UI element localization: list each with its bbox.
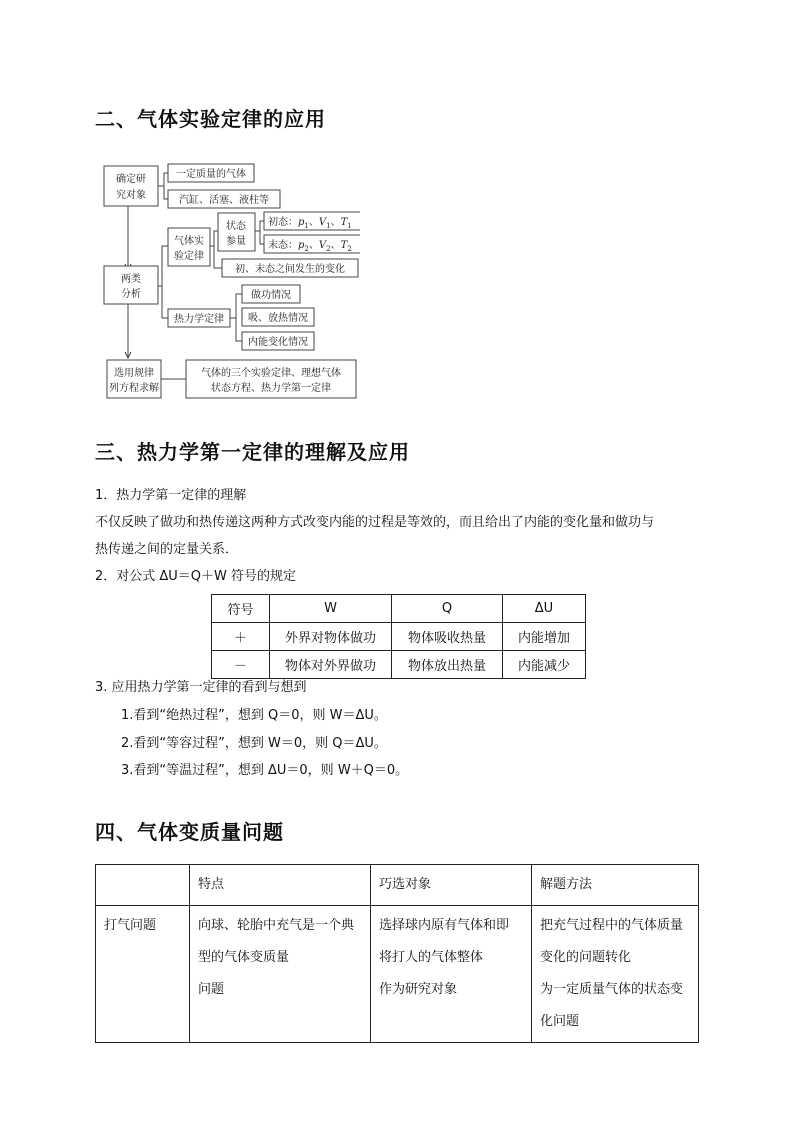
sub-item-1: 1.看到“绝热过程”，想到 Q＝0，则 W＝ΔU。 bbox=[121, 708, 387, 723]
table-header-cell bbox=[96, 865, 190, 906]
table-cell: 物体放出热量 bbox=[392, 651, 503, 679]
label: 究对象 bbox=[116, 190, 146, 201]
label: 参量 bbox=[226, 236, 246, 247]
table-header-cell: 巧选对象 bbox=[371, 865, 532, 906]
section-4-title: 四、气体变质量问题 bbox=[95, 820, 284, 844]
label: 验定律 bbox=[174, 251, 204, 262]
table-cell bbox=[190, 906, 371, 1043]
connector bbox=[230, 294, 242, 318]
label: 状态 bbox=[226, 221, 246, 232]
table-cell bbox=[532, 906, 699, 1043]
label: 选用规律 bbox=[114, 368, 154, 379]
table-header-cell: W bbox=[270, 595, 392, 623]
table-header-row bbox=[96, 865, 699, 906]
section-3-title: 三、热力学第一定律的理解及应用 bbox=[95, 440, 410, 464]
table-header-cell: 解题方法 bbox=[532, 865, 699, 906]
sign-convention-table bbox=[211, 594, 586, 679]
table-row bbox=[96, 906, 699, 1043]
cell-line: 问题 bbox=[198, 982, 225, 997]
cell-line: 作为研究对象 bbox=[379, 982, 458, 997]
label: 热力学定律 bbox=[174, 314, 224, 325]
variable-mass-table bbox=[95, 864, 699, 1043]
table-cell: 内能增加 bbox=[503, 623, 586, 651]
connector bbox=[255, 221, 264, 231]
table-cell: 物体对外界做功 bbox=[270, 651, 392, 679]
paragraph-line-1: 不仅反映了做功和热传递这两种方式改变内能的过程是等效的，而且给出了内能的变化量和做功与 bbox=[95, 515, 655, 530]
label: 状态方程、热力学第一定律 bbox=[211, 383, 331, 394]
item-2: 2．对公式 ΔU＝Q＋W 符号的规定 bbox=[95, 569, 297, 584]
table-row bbox=[212, 623, 586, 651]
final-state: 末态：$p_2$、$V_2$、$T_2$ bbox=[268, 240, 352, 253]
connector bbox=[158, 173, 168, 186]
sub-item-3: 3.看到“等温过程”，想到 ΔU＝0，则 W＋Q＝0。 bbox=[121, 763, 409, 778]
table-cell: － bbox=[212, 651, 270, 679]
label: 做功情况 bbox=[251, 290, 291, 301]
table-row bbox=[212, 651, 586, 679]
table-cell: ＋ bbox=[212, 623, 270, 651]
connector bbox=[162, 286, 168, 318]
label: 内能变化情况 bbox=[248, 337, 308, 348]
cell-line: 将打人的气体整体 bbox=[379, 950, 484, 965]
label: 气体的三个实验定律、理想气体 bbox=[201, 368, 341, 379]
connector bbox=[164, 186, 168, 199]
item-1: 1．热力学第一定律的理解 bbox=[95, 488, 247, 503]
table-header-cell: ΔU bbox=[503, 595, 586, 623]
label: 汽缸、活塞、液柱等 bbox=[179, 195, 269, 206]
label: 吸、放热情况 bbox=[248, 313, 308, 324]
cell-line: 为一定质量气体的状态变 bbox=[540, 982, 684, 997]
label: 一定质量的气体 bbox=[176, 169, 246, 180]
table-header-cell: Q bbox=[392, 595, 503, 623]
cell-line: 向球、轮胎中充气是一个典 bbox=[198, 918, 355, 933]
section-2-title: 二、气体实验定律的应用 bbox=[95, 107, 326, 131]
label: 确定研 bbox=[116, 174, 146, 185]
cell-line: 型的气体变质量 bbox=[198, 950, 290, 965]
connector bbox=[236, 318, 242, 341]
cell-line: 化问题 bbox=[540, 1014, 580, 1029]
item-3: 3. 应用热力学第一定律的看到与想到 bbox=[95, 680, 307, 695]
sub-item-2: 2.看到“等容过程”，想到 W＝0，则 Q＝ΔU。 bbox=[121, 736, 387, 751]
table-header-cell: 符号 bbox=[212, 595, 270, 623]
connector bbox=[210, 231, 218, 246]
flow-diagram bbox=[100, 158, 360, 403]
table-cell: 外界对物体做功 bbox=[270, 623, 392, 651]
table-cell bbox=[371, 906, 532, 1043]
connector bbox=[158, 246, 168, 286]
table-cell: 内能减少 bbox=[503, 651, 586, 679]
table-cell: 打气问题 bbox=[96, 906, 190, 1043]
table-cell: 物体吸收热量 bbox=[392, 623, 503, 651]
label: 初、末态之间发生的变化 bbox=[235, 264, 345, 275]
cell-line: 选择球内原有气体和即 bbox=[379, 918, 510, 933]
paragraph-line-2: 热传递之间的定量关系． bbox=[95, 542, 239, 557]
initial-state: 初态：$p_1$、$V_1$、$T_1$ bbox=[268, 217, 352, 230]
table-header-cell: 特点 bbox=[190, 865, 371, 906]
label: 列方程求解 bbox=[109, 383, 159, 394]
label: 两类 bbox=[121, 274, 141, 285]
table-header-row bbox=[212, 595, 586, 623]
cell-line: 变化的问题转化 bbox=[540, 950, 632, 965]
label: 分析 bbox=[121, 289, 141, 300]
cell-line: 把充气过程中的气体质量 bbox=[540, 918, 684, 933]
label: 气体实 bbox=[174, 236, 204, 247]
connector bbox=[260, 231, 264, 244]
